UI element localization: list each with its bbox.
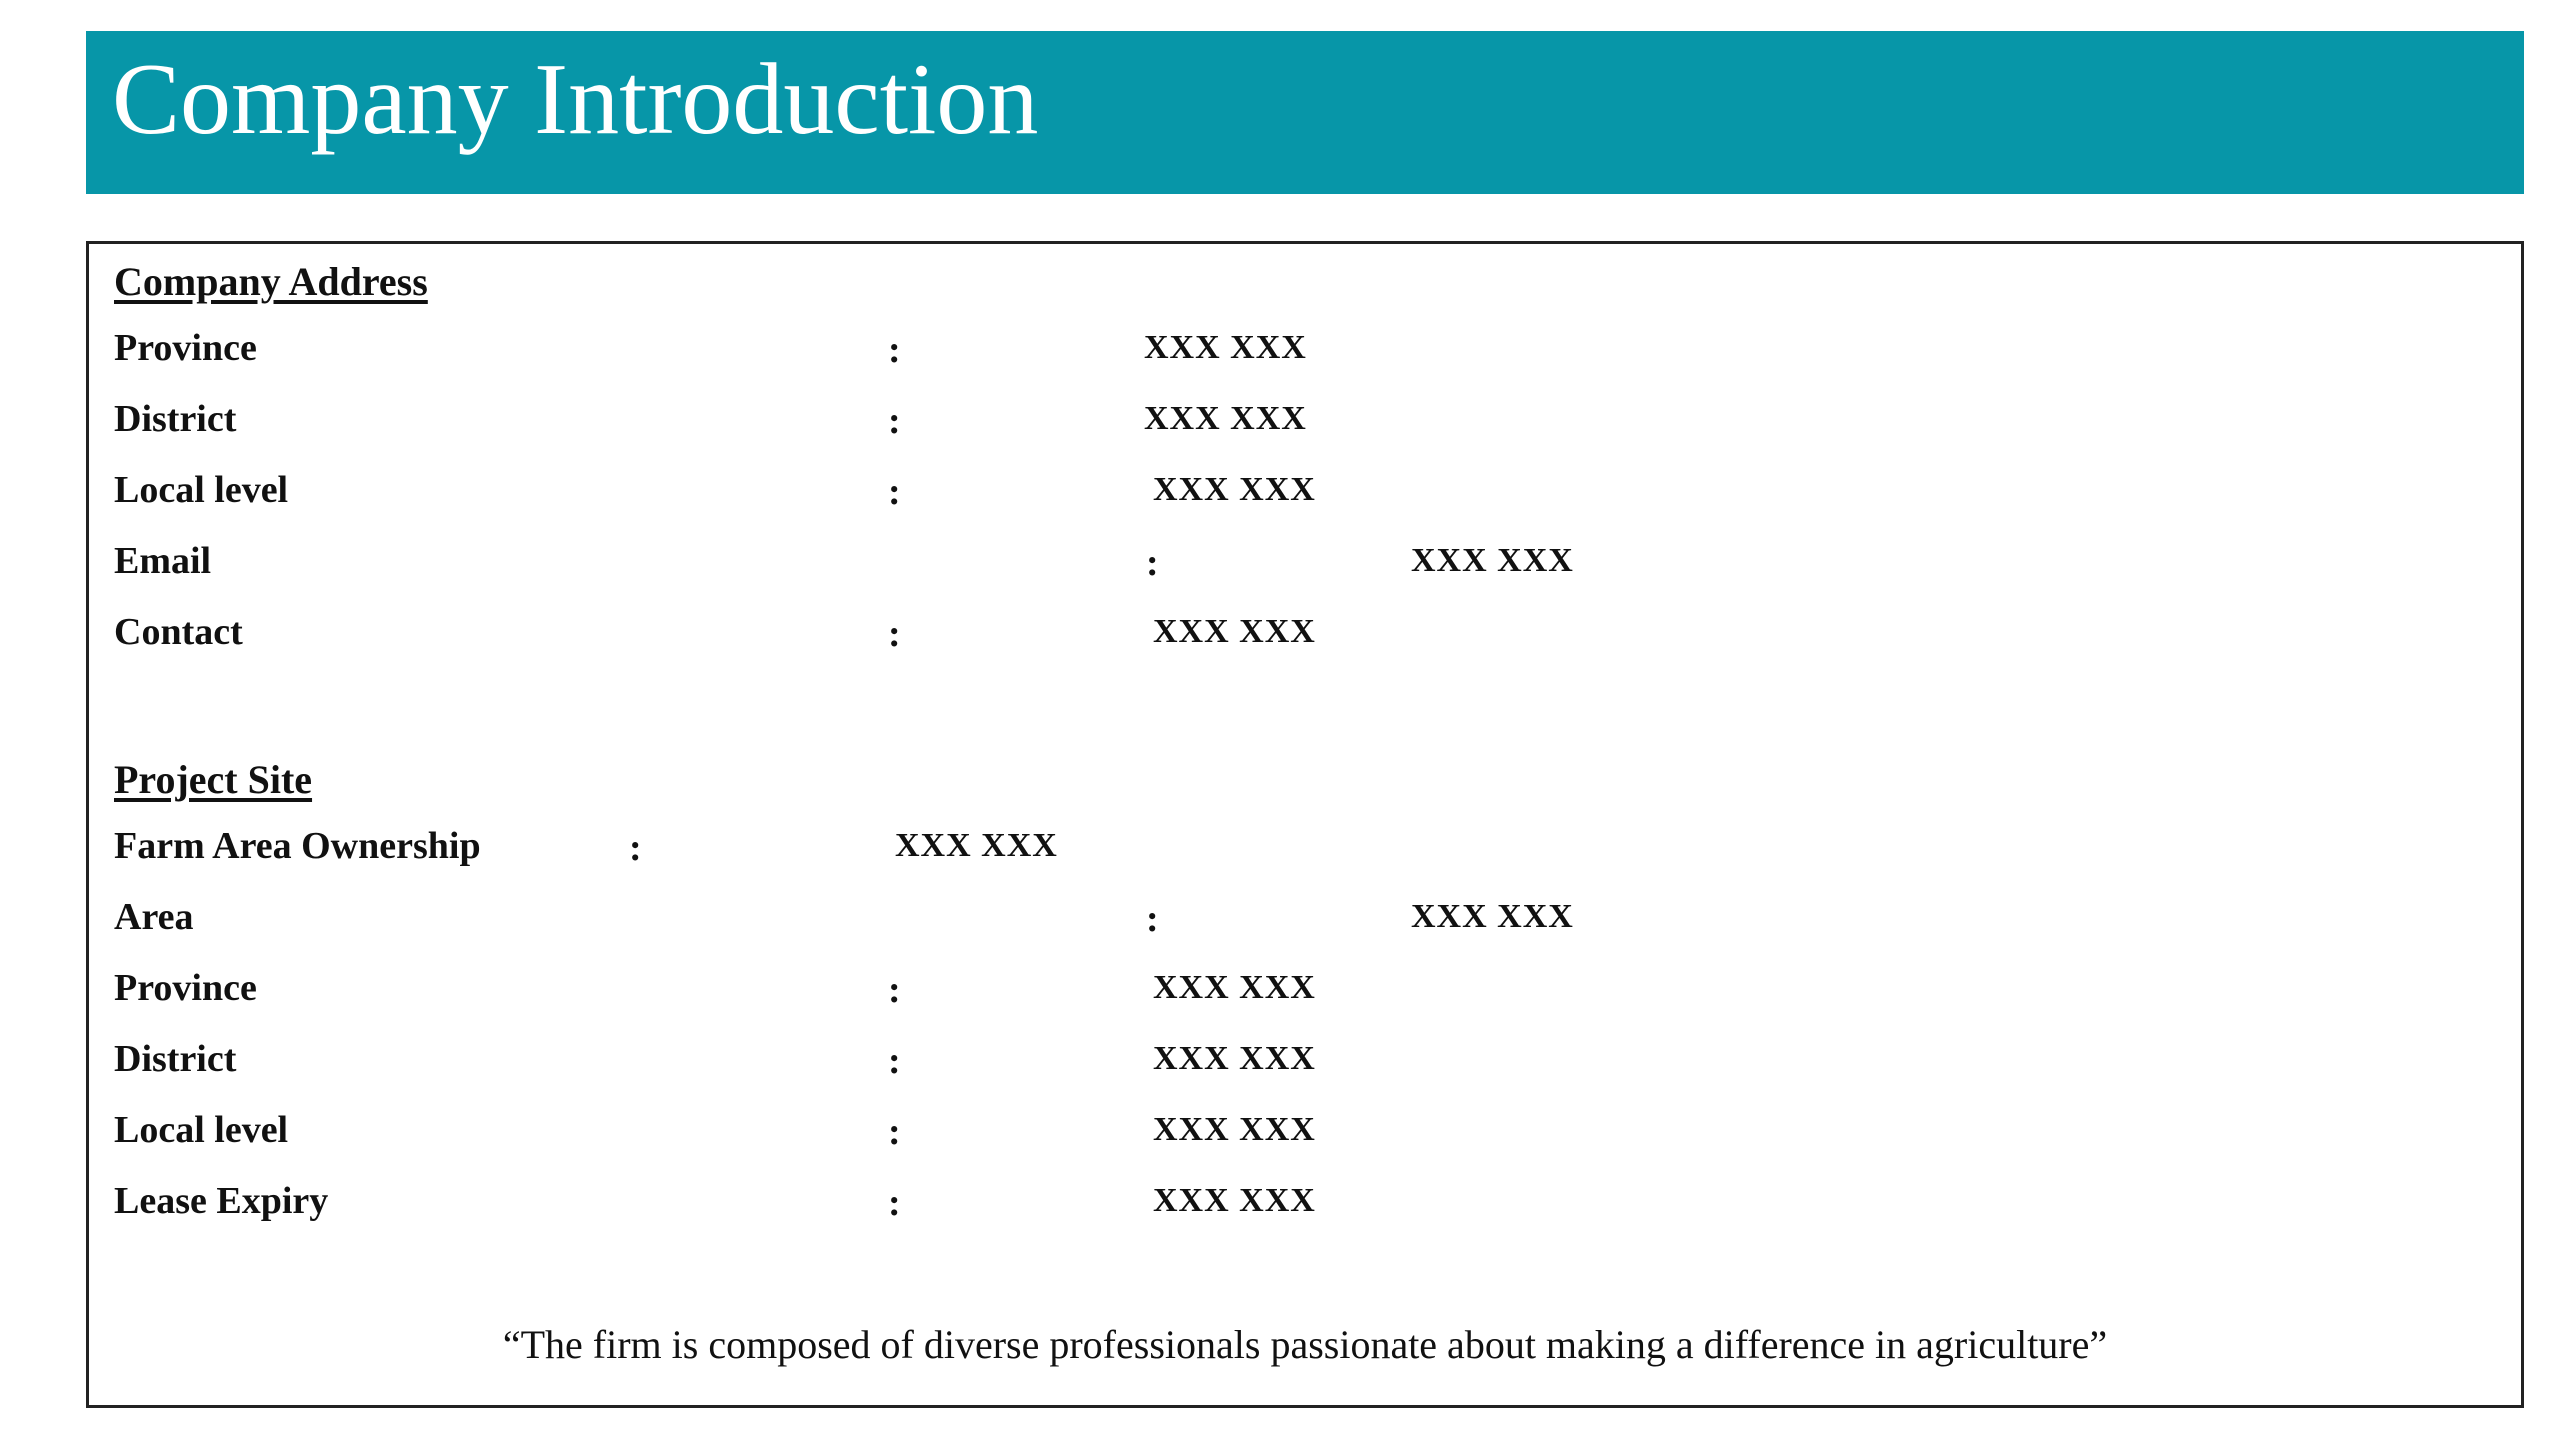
row-label: District [114,398,237,440]
company-address-heading: Company Address [114,259,428,304]
row-value: XXX XXX [1153,969,1316,1006]
row-label: Email [114,540,212,582]
address-row-local-level [89,468,2521,518]
info-box [86,241,2524,1408]
address-row-contact [89,610,2521,660]
row-colon: : [888,329,901,371]
row-colon: : [1146,542,1159,584]
site-row-local-level [89,1108,2521,1158]
company-quote: “The firm is composed of diverse professionals passionate about making a difference in agriculture” [502,1322,2108,1367]
row-colon: : [888,400,901,442]
row-label: Area [114,896,194,938]
row-colon: : [888,613,901,655]
row-label: Province [114,967,257,1009]
page-title: Company Introduction [112,43,1039,156]
site-row-province [89,966,2521,1016]
row-colon: : [1146,898,1159,940]
row-value: XXX XXX [1411,542,1574,579]
project-site-heading: Project Site [114,757,313,802]
row-colon: : [888,1182,901,1224]
address-row-district [89,397,2521,447]
address-row-email [89,539,2521,589]
title-banner [86,31,2524,194]
row-value: XXX XXX [1153,1182,1316,1219]
row-value: XXX XXX [1153,1111,1316,1148]
row-colon: : [888,471,901,513]
row-colon: : [888,1040,901,1082]
site-row-lease-expiry [89,1179,2521,1229]
row-value: XXX XXX [1153,471,1316,508]
row-value: XXX XXX [1411,898,1574,935]
row-label: Local level [114,1109,289,1151]
row-value: XXX XXX [1153,1040,1316,1077]
address-row-province [89,326,2521,376]
row-value: XXX XXX [895,827,1058,864]
row-label: District [114,1038,237,1080]
row-value: XXX XXX [1144,400,1307,437]
row-colon: : [888,1111,901,1153]
row-value: XXX XXX [1153,613,1316,650]
row-label: Farm Area Ownership [114,825,481,867]
row-colon: : [888,969,901,1011]
row-label: Local level [114,469,289,511]
site-row-area [89,895,2521,945]
site-row-district [89,1037,2521,1087]
row-label: Lease Expiry [114,1180,329,1222]
row-colon: : [629,827,642,869]
site-row-farm-area-ownership [89,824,2521,874]
row-value: XXX XXX [1144,329,1307,366]
row-label: Province [114,327,257,369]
row-label: Contact [114,611,243,653]
